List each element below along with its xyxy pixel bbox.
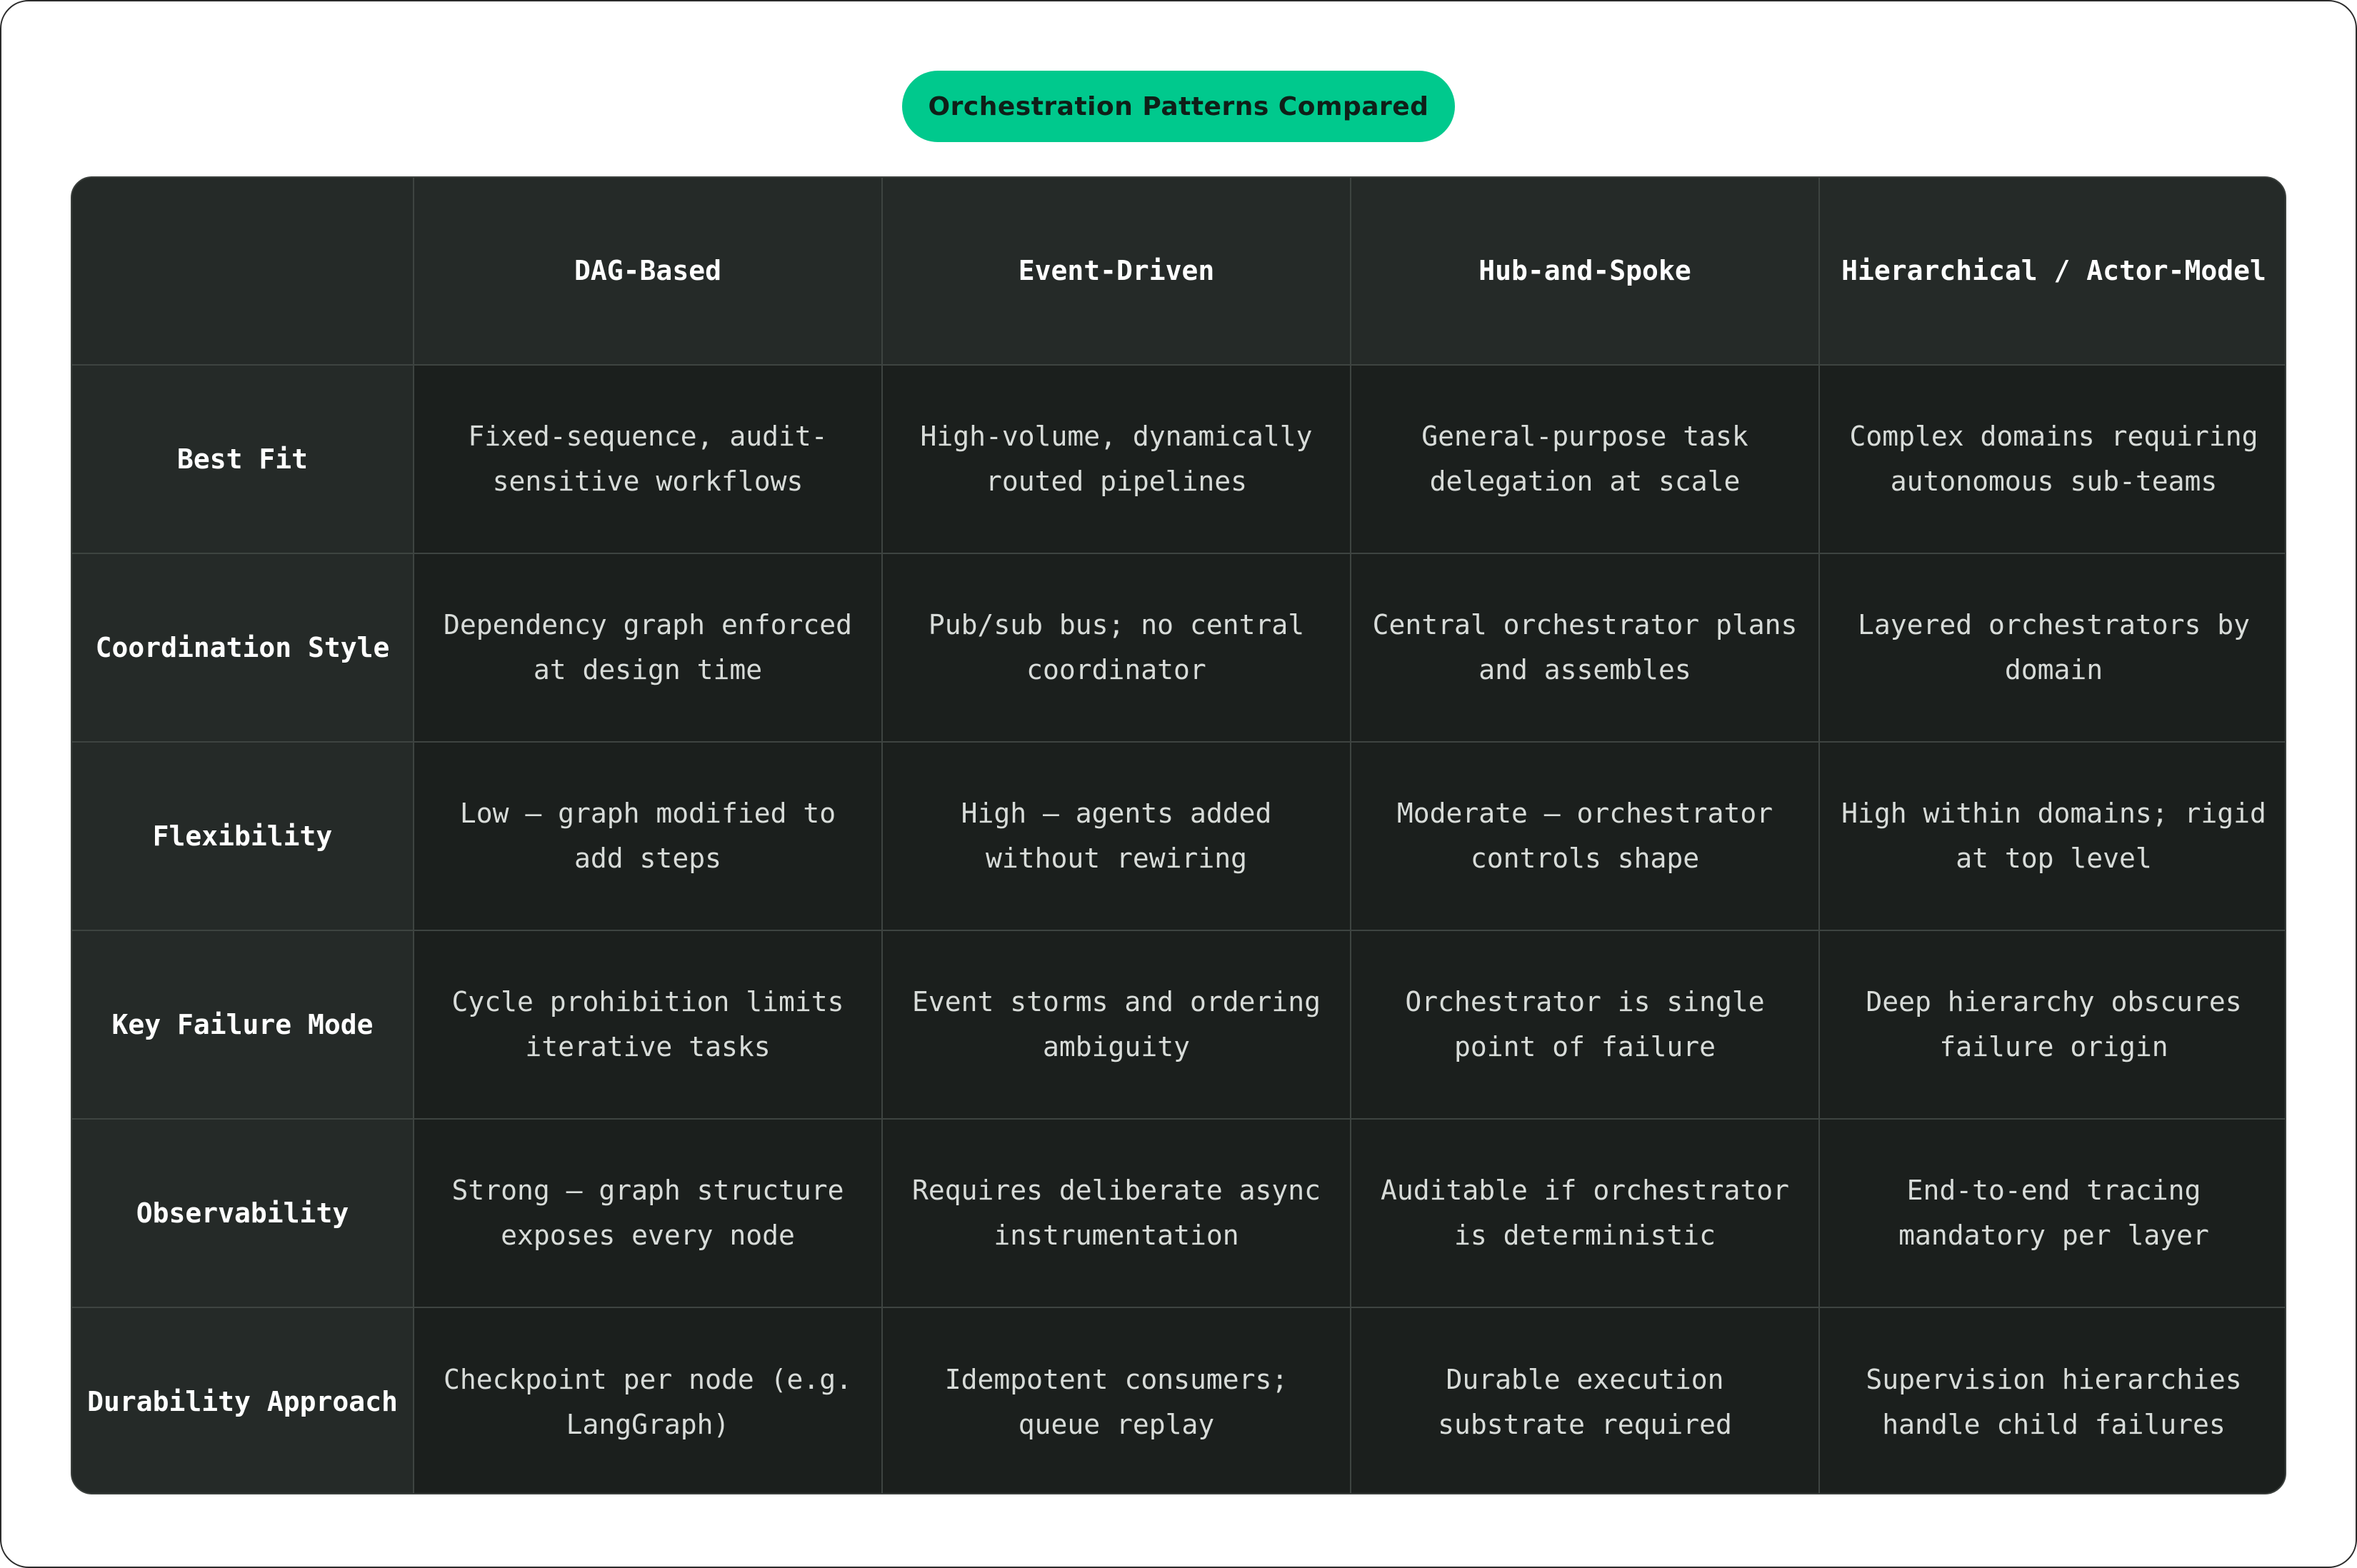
- table-row-coordination-style: [72, 553, 2286, 742]
- row-header: Durability Approach: [72, 1307, 414, 1494]
- table-row-key-failure-mode: [72, 930, 2286, 1119]
- table-cell: Idempotent consumers; queue replay: [882, 1307, 1351, 1494]
- table-cell: Auditable if orchestrator is deterministic: [1351, 1119, 1819, 1307]
- column-header-corner: [72, 178, 414, 365]
- table-cell: Layered orchestrators by domain: [1819, 553, 2286, 742]
- column-header-event-driven: Event-Driven: [882, 178, 1351, 365]
- table-cell: Requires deliberate async instrumentation: [882, 1119, 1351, 1307]
- table-cell: Moderate — orchestrator controls shape: [1351, 742, 1819, 930]
- table-row-flexibility: [72, 742, 2286, 930]
- table-cell: Orchestrator is single point of failure: [1351, 930, 1819, 1119]
- row-header: Flexibility: [72, 742, 414, 930]
- column-header-dag-based: DAG-Based: [414, 178, 882, 365]
- table-cell: Deep hierarchy obscures failure origin: [1819, 930, 2286, 1119]
- table-cell: Checkpoint per node (e.g. LangGraph): [414, 1307, 882, 1494]
- table-cell: Pub/sub bus; no central coordinator: [882, 553, 1351, 742]
- table-cell: High — agents added without rewiring: [882, 742, 1351, 930]
- table-cell: General-purpose task delegation at scale: [1351, 365, 1819, 553]
- comparison-table-grid: [72, 178, 2286, 1494]
- table-cell: Dependency graph enforced at design time: [414, 553, 882, 742]
- row-header: Key Failure Mode: [72, 930, 414, 1119]
- table-cell: Central orchestrator plans and assembles: [1351, 553, 1819, 742]
- row-header: Observability: [72, 1119, 414, 1307]
- table-cell: Fixed-sequence, audit-sensitive workflows: [414, 365, 882, 553]
- table-cell: Event storms and ordering ambiguity: [882, 930, 1351, 1119]
- table-row-durability-approach: [72, 1307, 2286, 1494]
- table-cell: End-to-end tracing mandatory per layer: [1819, 1119, 2286, 1307]
- table-cell: Durable execution substrate required: [1351, 1307, 1819, 1494]
- table-cell: Supervision hierarchies handle child failures: [1819, 1307, 2286, 1494]
- table-cell: Low — graph modified to add steps: [414, 742, 882, 930]
- table-cell: High-volume, dynamically routed pipelines: [882, 365, 1351, 553]
- table-header-row: [72, 178, 2286, 365]
- column-header-hierarchical: Hierarchical / Actor-Model: [1819, 178, 2286, 365]
- row-header: Coordination Style: [72, 553, 414, 742]
- table-cell: High within domains; rigid at top level: [1819, 742, 2286, 930]
- table-cell: Cycle prohibition limits iterative tasks: [414, 930, 882, 1119]
- table-cell: Strong — graph structure exposes every node: [414, 1119, 882, 1307]
- table-cell: Complex domains requiring autonomous sub-teams: [1819, 365, 2286, 553]
- column-header-hub-and-spoke: Hub-and-Spoke: [1351, 178, 1819, 365]
- page-title: Orchestration Patterns Compared: [902, 71, 1455, 142]
- table-row-observability: [72, 1119, 2286, 1307]
- table-row-best-fit: [72, 365, 2286, 553]
- comparison-table: [71, 176, 2286, 1494]
- row-header: Best Fit: [72, 365, 414, 553]
